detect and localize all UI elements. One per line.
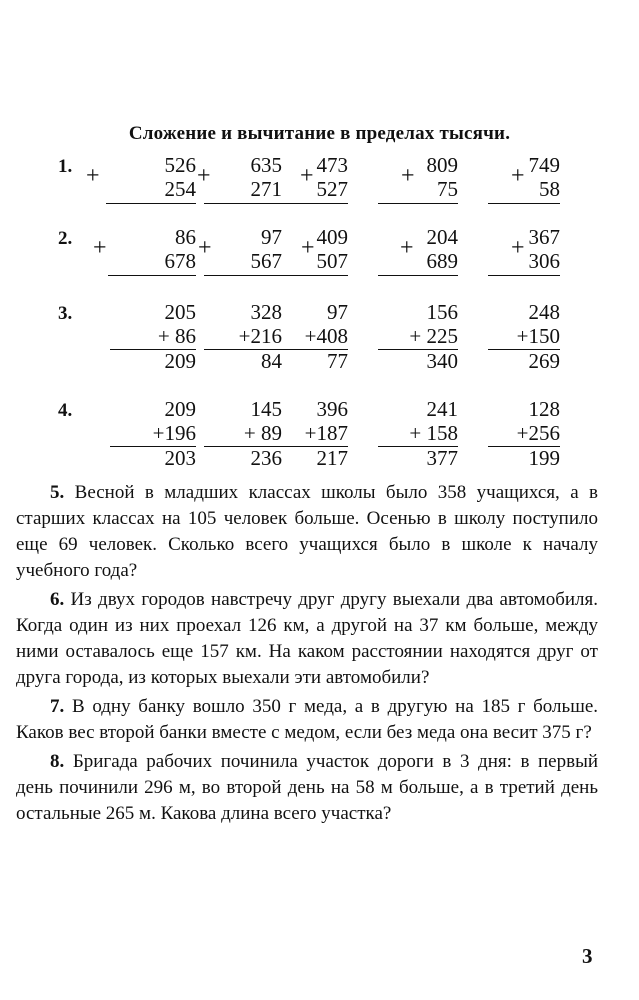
exercise-number: 1. bbox=[58, 156, 73, 177]
operand-added: +150 bbox=[516, 324, 560, 348]
operand-top: 328 bbox=[250, 300, 282, 324]
problem-8 bbox=[16, 749, 598, 827]
operand-top: 396 bbox=[316, 397, 348, 421]
sum-line bbox=[280, 275, 348, 276]
operand-top: 128 bbox=[528, 397, 560, 421]
addend-bottom: 254 bbox=[164, 177, 196, 201]
exercise-number: 3. bbox=[58, 303, 73, 324]
addend-top: 809 bbox=[426, 153, 458, 177]
operand-top: 205 bbox=[164, 300, 196, 324]
column-sum bbox=[450, 225, 560, 305]
plus-sign: + bbox=[198, 235, 212, 261]
operand-result: 340 bbox=[426, 349, 458, 373]
operand-added: + 225 bbox=[409, 324, 458, 348]
problem-text: Весной в младших классах школы было 358 учащихся, а в старших классах на 105 человек больше. Осенью в школу поступило еще 69 человек. Сколько всего учащихся было в школе к началу учебного года? bbox=[16, 482, 599, 581]
addend-bottom: 678 bbox=[164, 249, 196, 273]
operand-result: 209 bbox=[164, 349, 196, 373]
operand-added: + 86 bbox=[157, 324, 196, 348]
addend-bottom: 527 bbox=[316, 177, 348, 201]
problem-6 bbox=[16, 587, 598, 691]
sum-line bbox=[488, 203, 560, 204]
operand-added: +216 bbox=[238, 324, 282, 348]
operand-top: 241 bbox=[426, 397, 458, 421]
operand-added: + 158 bbox=[409, 421, 458, 445]
problem-text: Из двух городов навстречу друг другу выехали два автомобиля. Когда один из них проехал 126 км, а другой на 37 км больше, между ними оставалось еще 157 км. На каком расстоянии находятся друг от друга города, из которых выехали эти автомобили? bbox=[16, 589, 599, 688]
column-sum bbox=[348, 153, 458, 233]
operand-added: +196 bbox=[152, 421, 196, 445]
sum-line bbox=[378, 446, 458, 447]
addend-top: 86 bbox=[175, 225, 196, 249]
plus-sign: + bbox=[400, 235, 414, 261]
sum-line bbox=[280, 349, 348, 350]
problem-number: 8. bbox=[50, 751, 65, 772]
column-check bbox=[348, 397, 458, 477]
column-sum bbox=[238, 225, 348, 305]
sum-line bbox=[280, 446, 348, 447]
addend-top: 409 bbox=[316, 225, 348, 249]
sum-line bbox=[488, 446, 560, 447]
plus-sign: + bbox=[511, 163, 525, 189]
operand-added: + 89 bbox=[243, 421, 282, 445]
addend-bottom: 75 bbox=[437, 177, 458, 201]
plus-sign: + bbox=[511, 235, 525, 261]
operand-result: 199 bbox=[528, 446, 560, 470]
addend-bottom: 58 bbox=[539, 177, 560, 201]
addend-top: 97 bbox=[261, 225, 282, 249]
sum-line bbox=[378, 203, 458, 204]
plus-sign: + bbox=[301, 235, 315, 261]
problem-number: 7. bbox=[50, 696, 65, 717]
problem-number: 5. bbox=[50, 482, 65, 503]
exercise-number: 4. bbox=[58, 400, 73, 421]
operand-result: 377 bbox=[426, 446, 458, 470]
plus-sign: + bbox=[197, 163, 211, 189]
problem-text: В одну банку вошло 350 г меда, а в другую на 185 г больше. Каков вес второй банки вместе с медом, если без меда она весит 375 г? bbox=[16, 696, 599, 743]
addend-bottom: 507 bbox=[316, 249, 348, 273]
page-number: 3 bbox=[582, 944, 593, 968]
column-check bbox=[450, 300, 560, 380]
addend-bottom: 271 bbox=[250, 177, 282, 201]
plus-sign: + bbox=[86, 163, 100, 189]
column-check bbox=[238, 300, 348, 380]
page-title: Сложение и вычитание в пределах тысячи. bbox=[128, 123, 511, 144]
operand-top: 97 bbox=[327, 300, 348, 324]
addend-bottom: 567 bbox=[250, 249, 282, 273]
operand-top: 145 bbox=[250, 397, 282, 421]
problem-5 bbox=[16, 480, 598, 584]
addend-top: 367 bbox=[528, 225, 560, 249]
operand-result: 84 bbox=[261, 349, 282, 373]
operand-added: +187 bbox=[304, 421, 348, 445]
column-check bbox=[348, 300, 458, 380]
column-check bbox=[450, 397, 560, 477]
column-sum bbox=[348, 225, 458, 305]
exercise-number: 2. bbox=[58, 228, 73, 249]
column-sum bbox=[450, 153, 560, 233]
operand-top: 209 bbox=[164, 397, 196, 421]
addend-top: 204 bbox=[426, 225, 458, 249]
operand-result: 236 bbox=[250, 446, 282, 470]
operand-added: +256 bbox=[516, 421, 560, 445]
plus-sign: + bbox=[401, 163, 415, 189]
operand-result: 77 bbox=[327, 349, 348, 373]
addend-top: 749 bbox=[528, 153, 560, 177]
plus-sign: + bbox=[93, 235, 107, 261]
addend-top: 635 bbox=[250, 153, 282, 177]
problem-7 bbox=[16, 694, 598, 746]
sum-line bbox=[488, 275, 560, 276]
addend-top: 526 bbox=[164, 153, 196, 177]
addend-top: 473 bbox=[316, 153, 348, 177]
problem-number: 6. bbox=[50, 589, 65, 610]
sum-line bbox=[280, 203, 348, 204]
plus-sign: + bbox=[300, 163, 314, 189]
column-sum bbox=[238, 153, 348, 233]
addend-bottom: 306 bbox=[528, 249, 560, 273]
word-problems bbox=[16, 480, 598, 830]
sum-line bbox=[488, 349, 560, 350]
operand-top: 156 bbox=[426, 300, 458, 324]
operand-top: 248 bbox=[528, 300, 560, 324]
operand-added: +408 bbox=[304, 324, 348, 348]
addend-bottom: 689 bbox=[426, 249, 458, 273]
operand-result: 269 bbox=[528, 349, 560, 373]
operand-result: 203 bbox=[164, 446, 196, 470]
sum-line bbox=[378, 349, 458, 350]
operand-result: 217 bbox=[316, 446, 348, 470]
problem-text: Бригада рабочих починила участок дороги в 3 дня: в первый день починили 296 м, во второй день на 58 м больше, а в третий день остальные 265 м. Какова длина всего участка? bbox=[16, 751, 598, 824]
sum-line bbox=[378, 275, 458, 276]
column-check bbox=[238, 397, 348, 477]
